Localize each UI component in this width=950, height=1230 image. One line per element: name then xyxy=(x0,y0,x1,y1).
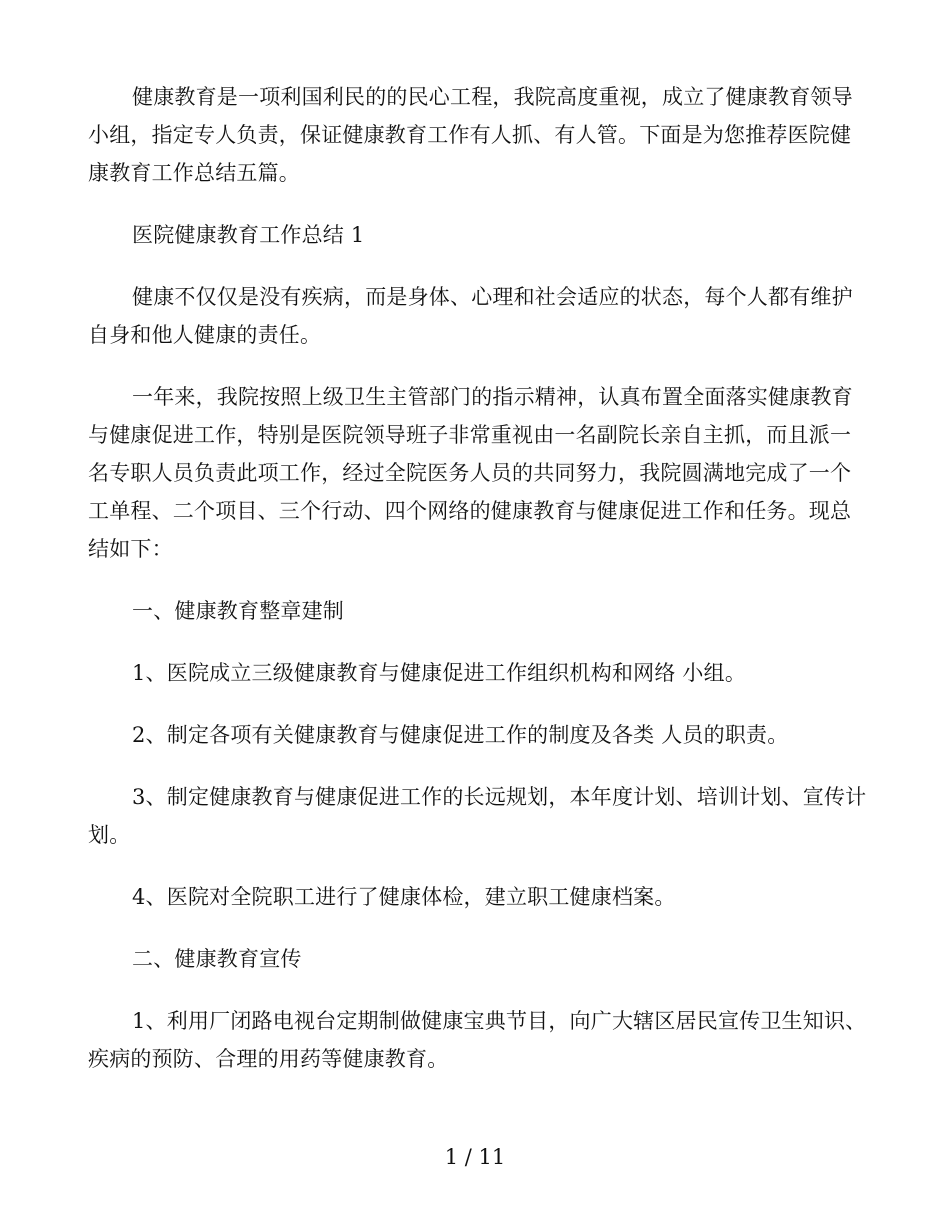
list-item: 3、制定健康教育与健康促进工作的长远规划，本年度计划、培训计划、宣传计划。 xyxy=(88,785,867,847)
body-paragraph: 一年来，我院按照上级卫生主管部门的指示精神，认真布置全面落实健康教育与健康促进工作，特别是医院领导班子非常重视由一名副院长亲自主抓，而且派一名专职人员负责此项工作，经过全院医务人员的共同努力，我院圆满地完成了一个工单程、二个项目、三个行动、四个网络的健康教育与健康促进工作和任务。现总结如下： xyxy=(88,385,853,561)
section-heading: 一、健康教育整章建制 xyxy=(132,599,344,623)
document-body xyxy=(88,78,868,1102)
list-item: 2、制定各项有关健康教育与健康促进工作的制度及各类 人员的职责。 xyxy=(132,723,789,747)
list-item: 1、利用厂闭路电视台定期制做健康宝典节目，向广大辖区居民宣传卫生知识、疾病的预防、合理的用药等健康教育。 xyxy=(88,1009,867,1071)
intro-paragraph: 健康教育是一项利国利民的的民心工程，我院高度重视，成立了健康教育领导小组，指定专人负责，保证健康教育工作有人抓、有人管。下面是为您推荐医院健康教育工作总结五篇。 xyxy=(88,85,853,185)
list-item: 1、医院成立三级健康教育与健康促进工作组织机构和网络 小组。 xyxy=(132,661,747,685)
page-number: 1 / 11 xyxy=(444,1145,506,1169)
body-paragraph: 健康不仅仅是没有疾病，而是身体、心理和社会适应的状态，每个人都有维护自身和他人健康的责任。 xyxy=(88,285,853,347)
list-item: 4、医院对全院职工进行了健康体检，建立职工健康档案。 xyxy=(132,885,676,909)
section-heading: 二、健康教育宣传 xyxy=(132,947,302,971)
section-title: 医院健康教育工作总结 1 xyxy=(132,223,365,247)
